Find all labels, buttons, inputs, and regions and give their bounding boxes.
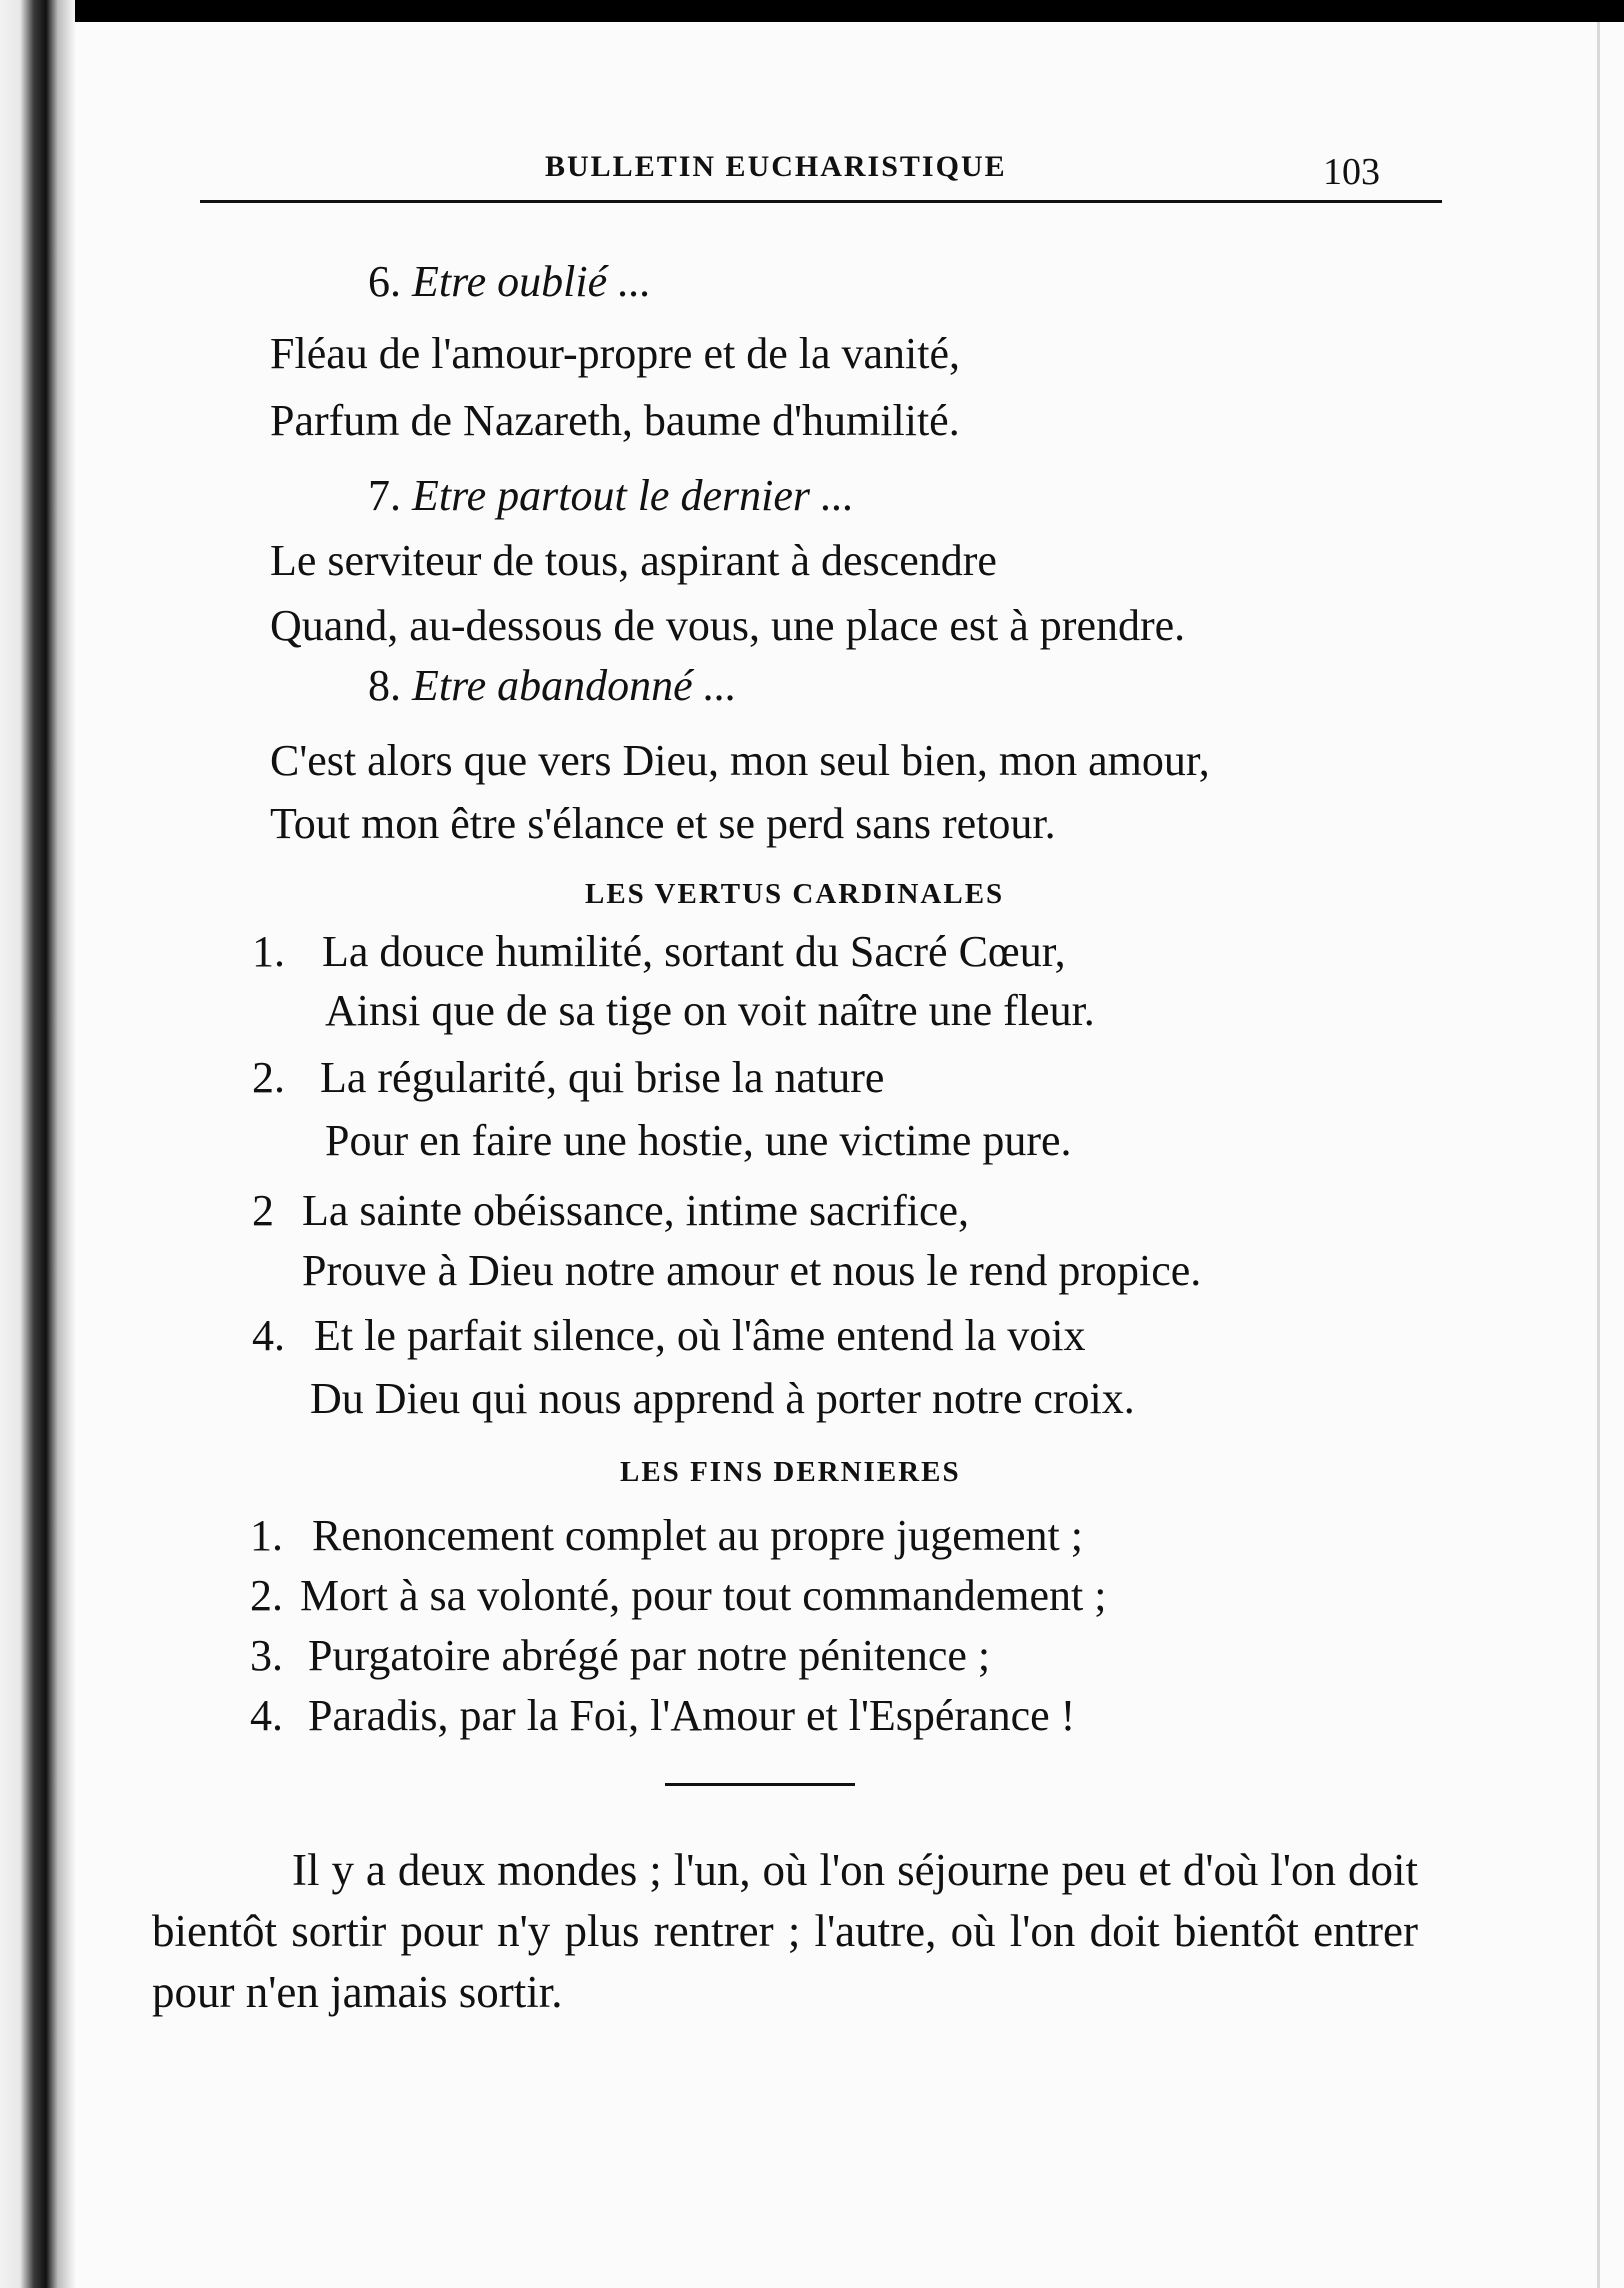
section-heading-fins: LES FINS DERNIERES [620, 1456, 961, 1488]
line-text: Paradis, par la Foi, l'Amour et l'Espérance ! [308, 1691, 1076, 1740]
item-number: 2. [250, 1571, 283, 1620]
item-number: 3. [250, 1631, 283, 1680]
page-edge-line [1597, 22, 1600, 2288]
stanza-7-title [368, 470, 854, 521]
numbered-verse-1 [252, 926, 1066, 977]
verse-text: Et le parfait silence, où l'âme entend la voix [314, 1311, 1086, 1360]
item-number: 2. [252, 1053, 285, 1102]
verse-line: Du Dieu qui nous apprend à porter notre croix. [310, 1374, 1135, 1423]
item-number: 2 [252, 1186, 274, 1235]
stanza-8-title [368, 660, 737, 711]
verse-line: Pour en faire une hostie, une victime pure. [325, 1116, 1072, 1165]
verse-line: Ainsi que de sa tige on voit naître une fleur. [325, 986, 1095, 1035]
verse-line: Quand, au-dessous de vous, une place est à prendre. [270, 601, 1186, 650]
line-text: Purgatoire abrégé par notre pénitence ; [308, 1631, 991, 1680]
numbered-verse-3 [252, 1185, 969, 1236]
header-rule [200, 200, 1442, 203]
paragraph-text: Il y a deux mondes ; l'un, où l'on séjourne peu et d'où l'on doit bientôt sortir pour n'y plus rentrer ; l'autre, où l'on doit bientôt entrer pour n'en jamais sortir. [152, 1845, 1418, 2017]
numbered-verse-4 [252, 1310, 1086, 1361]
numbered-verse-2 [252, 1052, 884, 1103]
stanza-number: 7. [368, 471, 401, 520]
item-number: 1. [252, 927, 285, 976]
stanza-number: 8. [368, 661, 401, 710]
numbered-line-2 [250, 1570, 1107, 1621]
book-spine-edge [0, 0, 75, 2288]
verse-line: Le serviteur de tous, aspirant à descendre [270, 536, 997, 585]
section-divider [665, 1783, 855, 1786]
stanza-title: Etre oublié ... [412, 257, 652, 306]
item-number: 4. [250, 1691, 283, 1740]
verse-text: La douce humilité, sortant du Sacré Cœur, [322, 927, 1066, 976]
numbered-line-1 [250, 1510, 1083, 1561]
section-heading-vertus: LES VERTUS CARDINALES [585, 878, 1005, 910]
numbered-line-4 [250, 1690, 1075, 1741]
item-number: 1. [250, 1511, 283, 1560]
running-head: BULLETIN EUCHARISTIQUE [545, 150, 1007, 183]
verse-line: Fléau de l'amour-propre et de la vanité, [270, 329, 960, 378]
stanza-title: Etre partout le dernier ... [412, 471, 854, 520]
stanza-6-title [368, 256, 651, 307]
stanza-number: 6. [368, 257, 401, 306]
item-number: 4. [252, 1311, 285, 1360]
verse-line: Tout mon être s'élance et se perd sans retour. [270, 799, 1056, 848]
verse-text: La sainte obéissance, intime sacrifice, [302, 1186, 970, 1235]
verse-line: Parfum de Nazareth, baume d'humilité. [270, 396, 960, 445]
verse-line: Prouve à Dieu notre amour et nous le rend propice. [302, 1246, 1202, 1295]
page-header [0, 0, 1549, 220]
closing-paragraph [152, 1840, 1418, 2023]
page-number: 103 [1323, 151, 1380, 193]
verse-text: La régularité, qui brise la nature [320, 1053, 885, 1102]
line-text: Mort à sa volonté, pour tout commandement ; [300, 1571, 1107, 1620]
stanza-title: Etre abandonné ... [412, 661, 737, 710]
verse-line: C'est alors que vers Dieu, mon seul bien, mon amour, [270, 736, 1210, 785]
line-text: Renoncement complet au propre jugement ; [312, 1511, 1083, 1560]
numbered-line-3 [250, 1630, 990, 1681]
